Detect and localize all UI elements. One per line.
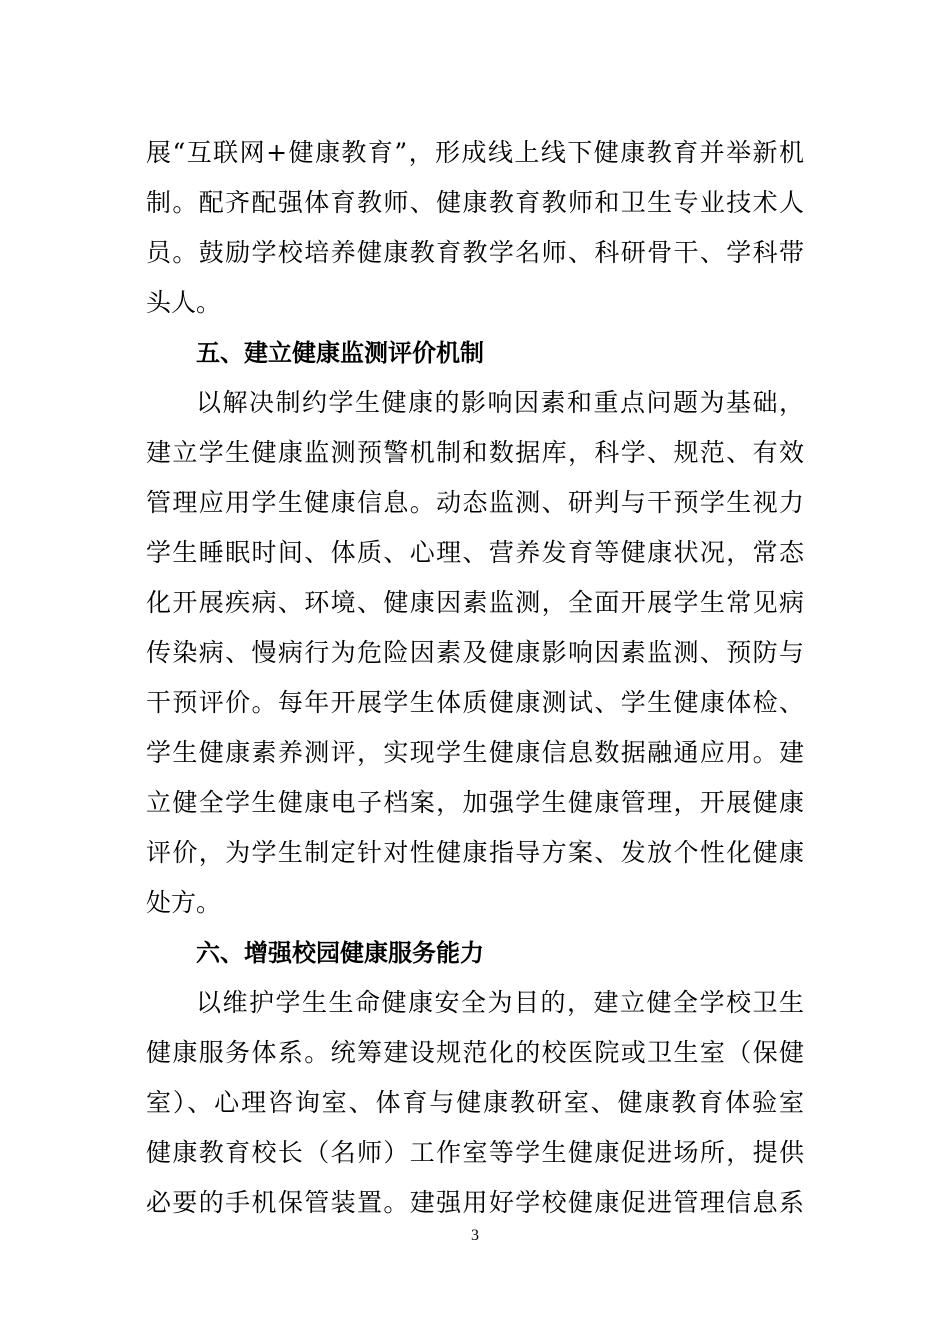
paragraph-line: 健康教育校长（名师）工作室等学生健康促进场所，提供 [146, 1138, 804, 1167]
section-heading-five: 五、建立健康监测评价机制 [196, 339, 484, 367]
page-number: 3 [471, 1227, 479, 1244]
paragraph-line: 员。鼓励学校培养健康教育教学名师、科研骨干、学科带 [146, 238, 804, 267]
paragraph-line: 评价，为学生制定针对性健康指导方案、发放个性化健康 [146, 838, 804, 867]
paragraph-line: 管理应用学生健康信息。动态监测、研判与干预学生视力 [146, 488, 804, 517]
paragraph-line: 化开展疾病、环境、健康因素监测，全面开展学生常见病 [146, 588, 804, 617]
paragraph-line: 学生健康素养测评，实现学生健康信息数据融通应用。建 [146, 738, 804, 767]
paragraph-line: 头人。 [146, 288, 222, 317]
paragraph-line: 展“互联网+健康教育”，形成线上线下健康教育并举新机 [146, 138, 804, 167]
paragraph-line: 处方。 [146, 888, 222, 917]
paragraph-line: 以解决制约学生健康的影响因素和重点问题为基础， [196, 388, 804, 417]
paragraph-line: 健康服务体系。统筹建设规范化的校医院或卫生室（保健 [146, 1038, 804, 1067]
paragraph-line: 室）、心理咨询室、体育与健康教研室、健康教育体验室 [146, 1088, 804, 1117]
paragraph-line: 学生睡眠时间、体质、心理、营养发育等健康状况，常态 [146, 538, 804, 567]
paragraph-line: 干预评价。每年开展学生体质健康测试、学生健康体检、 [146, 688, 804, 717]
paragraph-line: 传染病、慢病行为危险因素及健康影响因素监测、预防与 [146, 638, 804, 667]
paragraph-line: 建立学生健康监测预警机制和数据库，科学、规范、有效 [146, 438, 804, 467]
section-heading-six: 六、增强校园健康服务能力 [196, 939, 484, 967]
paragraph-line: 立健全学生健康电子档案，加强学生健康管理，开展健康 [146, 788, 804, 817]
paragraph-line: 必要的手机保管装置。建强用好学校健康促进管理信息系 [146, 1188, 804, 1217]
paragraph-line: 以维护学生生命健康安全为目的，建立健全学校卫生 [196, 988, 804, 1017]
paragraph-line: 制。配齐配强体育教师、健康教育教师和卫生专业技术人 [146, 188, 804, 217]
